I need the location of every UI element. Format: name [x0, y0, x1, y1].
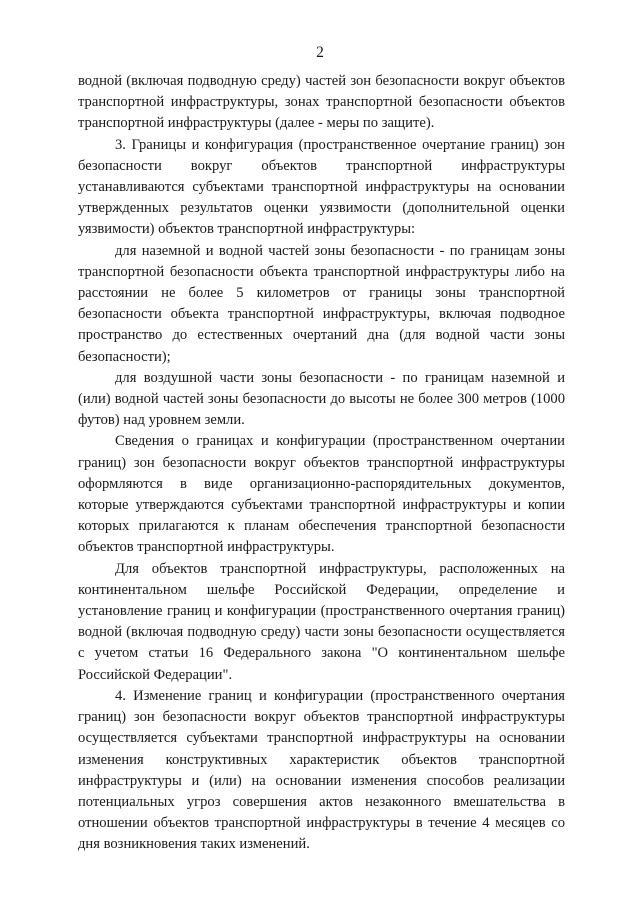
paragraph: 3. Границы и конфигурация (пространственное очертание границ) зон безопасности вокруг объектов транспортной инфраструктуры устанавливаются субъектами транспортной инфраструктуры на основании утвержденных результатов оценки уязвимости (дополнительной оценки уязвимости) объектов транспортной инфраструктуры: [78, 136, 565, 238]
paragraph: водной (включая подводную среду) частей зон безопасности вокруг объектов транспортной инфраструктуры, зонах транспортной безопасности объектов транспортной инфраструктуры (далее - меры по защите). [78, 73, 565, 132]
paragraph: 4. Изменение границ и конфигурации (пространственного очертания границ) зон безопасности вокруг объектов транспортной инфраструктуры осуществляется субъектами транспортной инфраструктуры на основании изменения конструктивных характеристик объектов транспортной инфраструктуры и (или) на основании изменения способов реализации потенциальных угроз совершения актов незаконного вмешательства в отношении объектов транспортной инфраструктуры в течение 4 месяцев со дня возникновения таких изменений. [78, 687, 565, 853]
paragraph: Сведения о границах и конфигурации (пространственном очертании границ) зон безопасности вокруг объектов транспортной инфраструктуры оформляются в виде организационно-распорядительных документов, которые утверждаются субъектами транспортной инфраструктуры и копии которых прилагаются к планам обеспечения транспортной безопасности объектов транспортной инфраструктуры. [78, 433, 565, 556]
document-body [78, 71, 565, 856]
page-number: 2 [316, 44, 324, 61]
paragraph: для воздушной части зоны безопасности - по границам наземной и (или) водной частей зоны безопасности до высоты не более 300 метров (1000 футов) над уровнем земли. [78, 369, 565, 429]
paragraph: для наземной и водной частей зоны безопасности - по границам зоны транспортной безопасности объекта транспортной инфраструктуры либо на расстоянии не более 5 километров от границы зоны транспортной безопасности объекта транспортной инфраструктуры, включая подводное пространство до естественных очертаний дна (для водной части зоны безопасности); [78, 242, 565, 365]
paragraph: Для объектов транспортной инфраструктуры, расположенных на континентальном шельфе Российской Федерации, определение и установление границ и конфигурации (пространственного очертания границ) водной (включая подводную среду) части зоны безопасности осуществляется с учетом статьи 16 Федерального закона "О континентальном шельфе Российской Федерации". [78, 560, 565, 683]
